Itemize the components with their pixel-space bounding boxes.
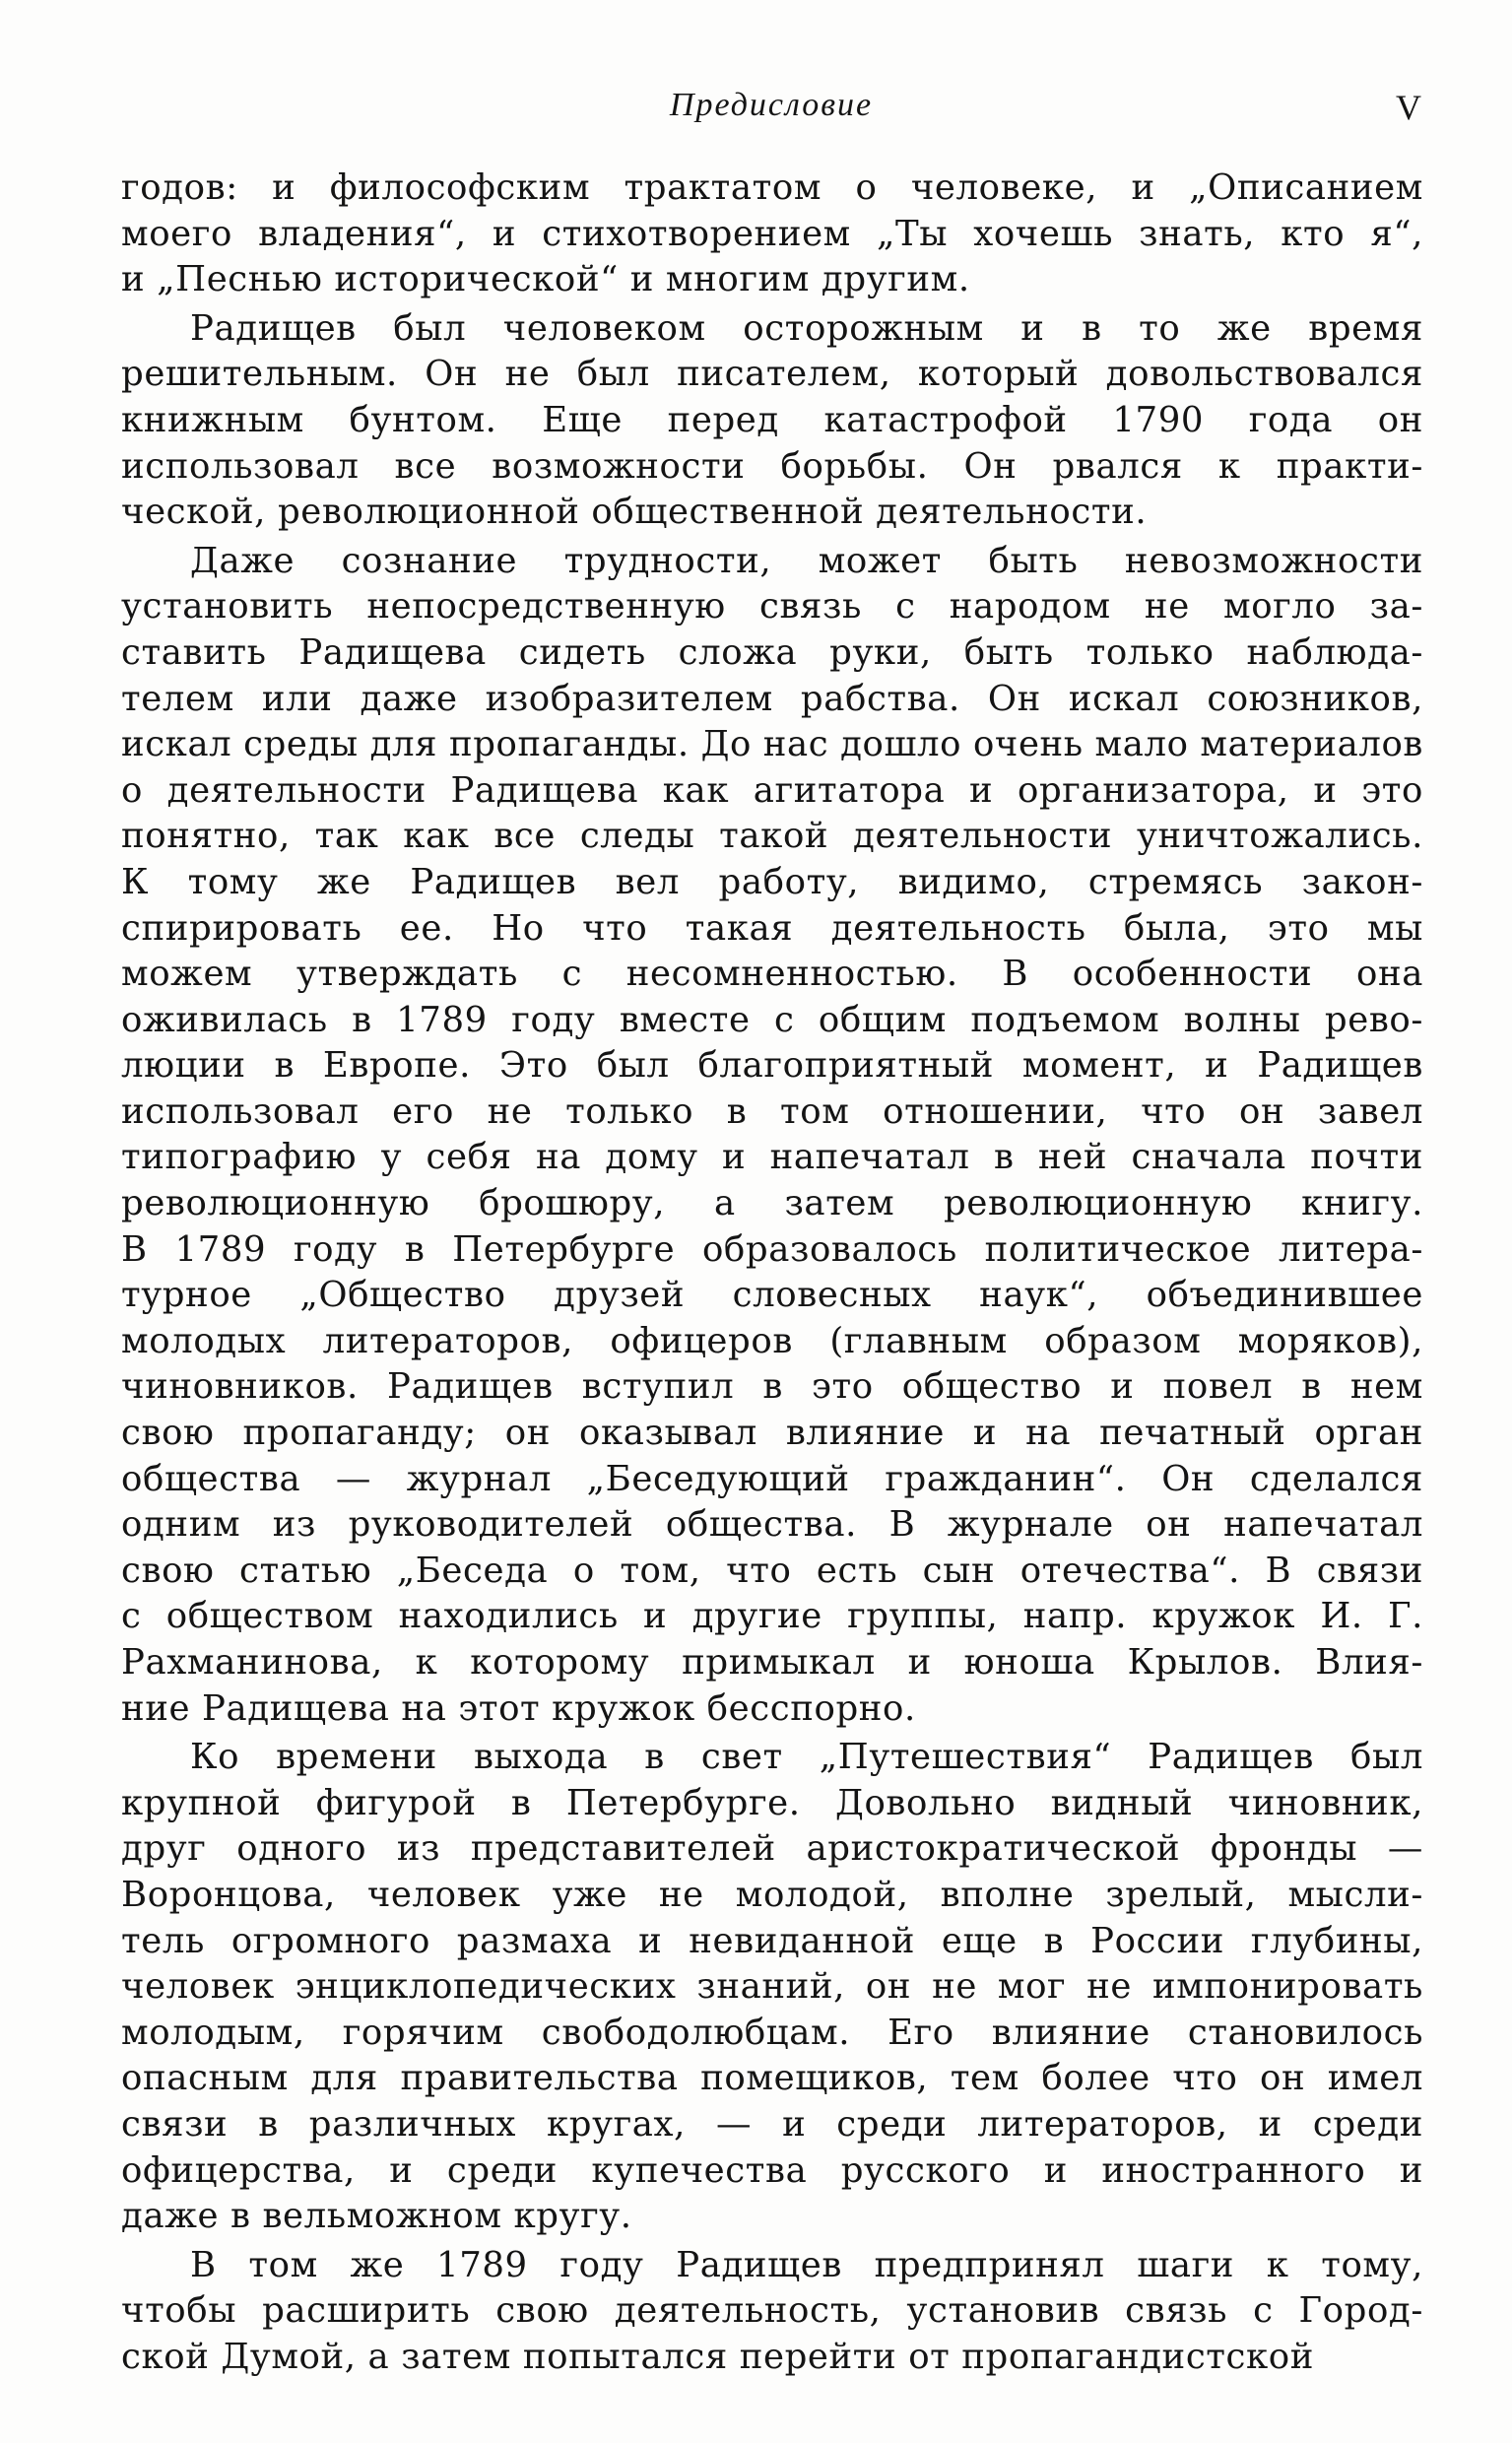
text-line: искал среды для пропаганды. До нас дошло очень мало материалов xyxy=(121,724,1423,765)
text-line: люции в Европе. Это был благоприятный момент, и Радищев xyxy=(121,1045,1423,1087)
text-line: ской Думой, а затем попытался перейти от пропагандистской xyxy=(121,2336,1315,2377)
text-line: чиновников. Радищев вступил в это общество и повел в нем xyxy=(121,1366,1423,1408)
text-line: и „Песнью исторической“ и многим другим. xyxy=(121,259,970,300)
text-line: моего владения“, и стихотворением „Ты хочешь знать, кто я“, xyxy=(121,213,1423,254)
paragraph xyxy=(121,539,1423,1732)
text-line: человек энциклопедических знаний, он не мог не импонировать xyxy=(121,1966,1423,2008)
text-line: книжным бунтом. Еще перед катастрофой 1790 года он xyxy=(121,399,1423,440)
text-line: молодым, горячим свободолюбцам. Его влияние становилось xyxy=(121,2012,1423,2053)
page-number: V xyxy=(1396,88,1421,127)
text-line: друг одного из представителей аристократической фронды — xyxy=(121,1828,1423,1870)
text-line: общества — журнал „Беседующий гражданин“. Он сделался xyxy=(121,1458,1423,1499)
paragraph xyxy=(121,1735,1423,2240)
text-line: турное „Общество друзей словесных наук“, объединившее xyxy=(121,1275,1423,1316)
text-line: офицерства, и среди купечества русского и иностранного и xyxy=(121,2149,1423,2191)
text-line: опасным для правительства помещиков, тем более что он имел xyxy=(121,2058,1423,2099)
text-line: типографию у себя на дому и напечатал в ней сначала почти xyxy=(121,1137,1423,1178)
text-line: решительным. Он не был писателем, который довольствовался xyxy=(121,354,1423,395)
paragraph xyxy=(121,165,1423,303)
text-line: свою статью „Беседа о том, что есть сын отечества“. В связи xyxy=(121,1550,1423,1591)
text-line: свою пропаганду; он оказывал влияние и на печатный орган xyxy=(121,1413,1423,1454)
text-line: К тому же Радищев вел работу, видимо, стремясь закон- xyxy=(121,861,1423,902)
text-line: о деятельности Радищева как агитатора и организатора, и это xyxy=(121,769,1423,811)
paragraph xyxy=(121,2243,1423,2381)
text-line: Даже сознание трудности, может быть невозможности xyxy=(190,540,1423,581)
text-line: связи в различных кругах, — и среди литераторов, и среди xyxy=(121,2103,1423,2145)
text-line: Радищев был человеком осторожным и в то же время xyxy=(190,307,1423,349)
text-line: ческой, революционной общественной деятельности. xyxy=(121,492,1148,533)
body-text xyxy=(121,165,1423,2381)
text-line: молодых литераторов, офицеров (главным образом моряков), xyxy=(121,1320,1423,1361)
text-line: крупной фигурой в Петербурге. Довольно видный чиновник, xyxy=(121,1782,1423,1823)
text-line: использовал все возможности борьбы. Он рвался к практи- xyxy=(121,445,1423,487)
text-line: телем или даже изобразителем рабства. Он искал союзников, xyxy=(121,678,1423,719)
paragraph xyxy=(121,306,1423,536)
text-line: тель огромного размаха и невиданной еще в России глубины, xyxy=(121,1920,1423,1961)
running-title: Предисловие xyxy=(669,87,874,123)
text-line: даже в вельможном кругу. xyxy=(121,2196,632,2237)
text-line: спирировать ее. Но что такая деятельность была, это мы xyxy=(121,907,1423,949)
text-line: оживилась в 1789 году вместе с общим подъемом волны рево- xyxy=(121,999,1423,1040)
text-line: с обществом находились и другие группы, напр. кружок И. Г. xyxy=(121,1596,1423,1637)
text-line: В том же 1789 году Радищев предпринял шаги к тому, xyxy=(190,2244,1423,2285)
text-line: ставить Радищева сидеть сложа руки, быть только наблюда- xyxy=(121,631,1423,673)
text-line: Воронцова, человек уже не молодой, вполне зрелый, мысли- xyxy=(121,1874,1423,1915)
page-header xyxy=(121,87,1421,136)
text-line: чтобы расширить свою деятельность, установив связь с Город- xyxy=(121,2290,1423,2332)
text-line: ние Радищева на этот кружок бесспорно. xyxy=(121,1687,916,1729)
text-line: годов: и философским трактатом о человеке, и „Описанием xyxy=(121,167,1423,208)
text-line: установить непосредственную связь с народом не могло за- xyxy=(121,586,1423,627)
text-line: Рахманинова, к которому примыкал и юноша Крылов. Влия- xyxy=(121,1642,1423,1683)
text-line: Ко времени выхода в свет „Путешествия“ Радищев был xyxy=(190,1737,1423,1778)
text-line: В 1789 году в Петербурге образовалось политическое литера- xyxy=(121,1228,1423,1270)
text-line: можем утверждать с несомненностью. В особенности она xyxy=(121,954,1423,995)
text-line: понятно, так как все следы такой деятельности уничтожались. xyxy=(121,816,1423,857)
text-line: революционную брошюру, а затем революционную книгу. xyxy=(121,1183,1423,1224)
text-line: использовал его не только в том отношении, что он завел xyxy=(121,1090,1423,1132)
text-line: одним из руководителей общества. В журнале он напечатал xyxy=(121,1504,1423,1546)
